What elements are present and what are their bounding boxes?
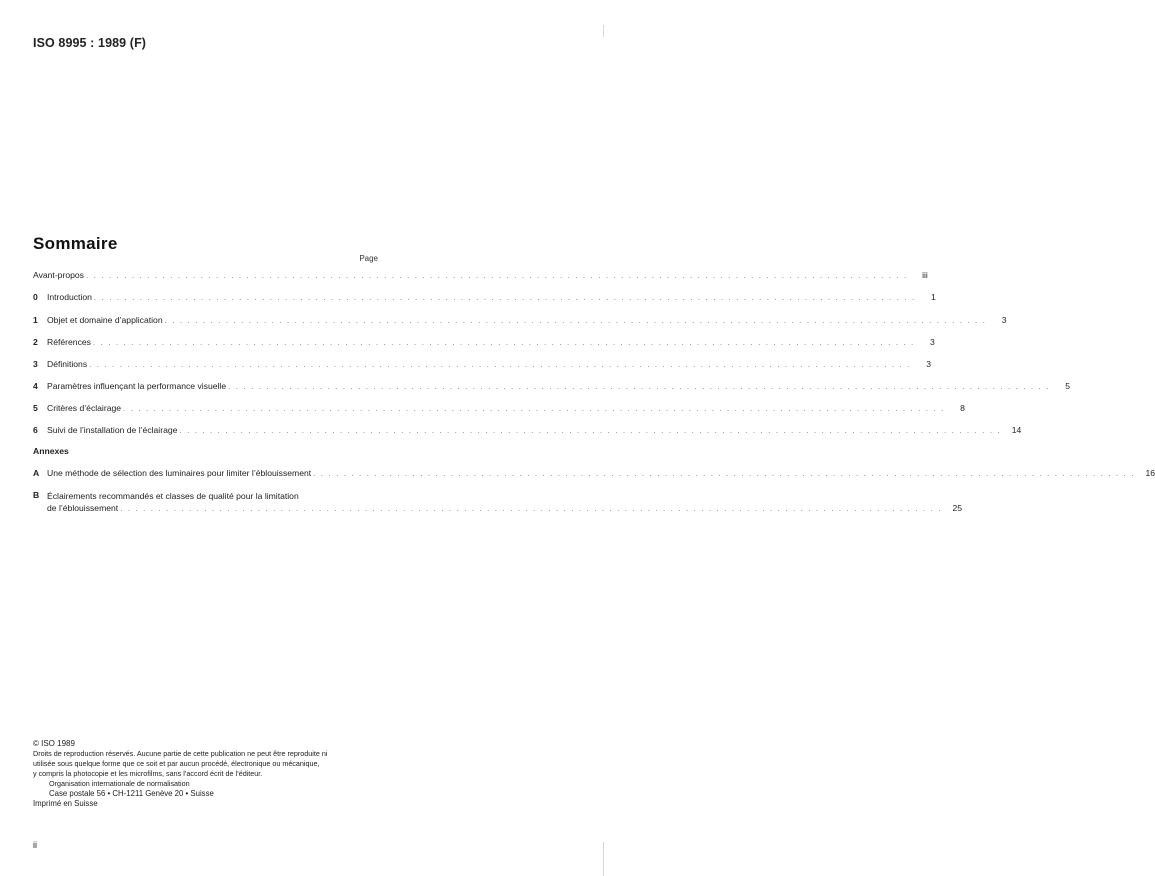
leader-dots <box>89 359 911 371</box>
leader-dots <box>123 403 945 415</box>
toc-entry-parameters[interactable] <box>33 380 1071 392</box>
leader-dots <box>120 503 942 515</box>
toc-entry-number: 1 <box>33 315 38 325</box>
scan-edge-mark <box>603 842 604 876</box>
toc-entry-page: 3 <box>926 359 931 369</box>
toc-entry-number: 6 <box>33 425 38 435</box>
toc-entry-lighting-criteria[interactable] <box>33 402 965 414</box>
toc-entry-label: Critères d’éclairage <box>47 403 122 413</box>
leader-dots <box>165 315 987 327</box>
annex-label-block <box>47 490 962 515</box>
leader-dots <box>86 270 908 282</box>
toc-entry-foreword[interactable] <box>33 269 928 281</box>
toc-entry-number: 5 <box>33 403 38 413</box>
copyright-block <box>33 739 383 809</box>
printed-in: Imprimé en Suisse <box>33 799 98 808</box>
leader-dots <box>228 381 1050 393</box>
toc-entry-references[interactable] <box>33 336 935 348</box>
document-id: ISO 8995 : 1989 (F) <box>33 36 147 50</box>
organization-name: Organisation internationale de normalisation <box>49 779 190 788</box>
toc-entry-page: iii <box>922 270 928 280</box>
annex-label-line-2: de l’éblouissement <box>47 503 119 513</box>
toc-title: Sommaire <box>33 234 118 253</box>
toc-entry-page: 8 <box>960 403 965 413</box>
toc-entry-page: 14 <box>1011 425 1022 435</box>
toc-entry-label: Introduction <box>47 292 92 302</box>
annex-page: 25 <box>952 503 963 513</box>
toc-annex-a[interactable] <box>33 467 1155 479</box>
scan-edge-mark <box>603 25 604 37</box>
leader-dots <box>179 425 1001 437</box>
toc-entry-page: 3 <box>930 337 935 347</box>
toc-entry-label: Références <box>47 337 91 347</box>
annex-label-line-2-row <box>47 502 962 515</box>
toc-entry-introduction[interactable] <box>33 291 936 303</box>
copyright-notice: © ISO 1989 <box>33 739 75 748</box>
rights-text-line-1: Droits de reproduction réservés. Aucune partie de cette publication ne peut être reproduite ni <box>33 749 328 758</box>
toc-entry-page: 5 <box>1065 381 1071 391</box>
toc-entry-scope[interactable] <box>33 314 1007 326</box>
toc-entry-label: Paramètres influençant la performance visuelle <box>47 381 227 391</box>
annex-letter: A <box>33 468 40 478</box>
page-number: ii <box>33 840 37 850</box>
toc-entry-label: Définitions <box>47 359 88 369</box>
toc-entry-label: Objet et domaine d’application <box>47 315 163 325</box>
toc-entry-number: 4 <box>33 381 38 391</box>
leader-dots <box>93 337 915 349</box>
toc-entry-page: 3 <box>1001 315 1007 325</box>
toc-entry-label: Avant-propos <box>33 270 84 280</box>
toc-entry-installation-followup[interactable] <box>33 424 1022 436</box>
toc-entry-label: Suivi de l’installation de l’éclairage <box>47 425 178 435</box>
annex-page: 16 <box>1145 468 1155 478</box>
toc-entry-page: 1 <box>931 292 936 302</box>
toc-entry-number: 0 <box>33 292 38 302</box>
toc-page-column-label: Page <box>359 254 378 263</box>
toc-entry-number: 2 <box>33 337 38 347</box>
rights-text-line-2: utilisée sous quelque forme que ce soit et par aucun procédé, électronique ou mécanique, <box>33 759 320 768</box>
annex-label-line-1: Éclairements recommandés et classes de qualité pour la limitation <box>47 491 299 501</box>
toc-annex-b[interactable] <box>33 489 963 515</box>
toc-entry-number: 3 <box>33 359 38 369</box>
leader-dots <box>313 468 1135 480</box>
leader-dots <box>94 292 916 304</box>
annex-letter: B <box>33 490 40 500</box>
rights-text-line-3: y compris la photocopie et les microfilms, sans l’accord écrit de l’éditeur. <box>33 769 263 778</box>
annex-label: Une méthode de sélection des luminaires pour limiter l’éblouissement <box>47 468 312 478</box>
annexes-heading: Annexes <box>33 446 69 456</box>
postal-address: Case postale 56 • CH-1211 Genève 20 • Suisse <box>49 789 214 798</box>
toc-entry-definitions[interactable] <box>33 358 931 370</box>
